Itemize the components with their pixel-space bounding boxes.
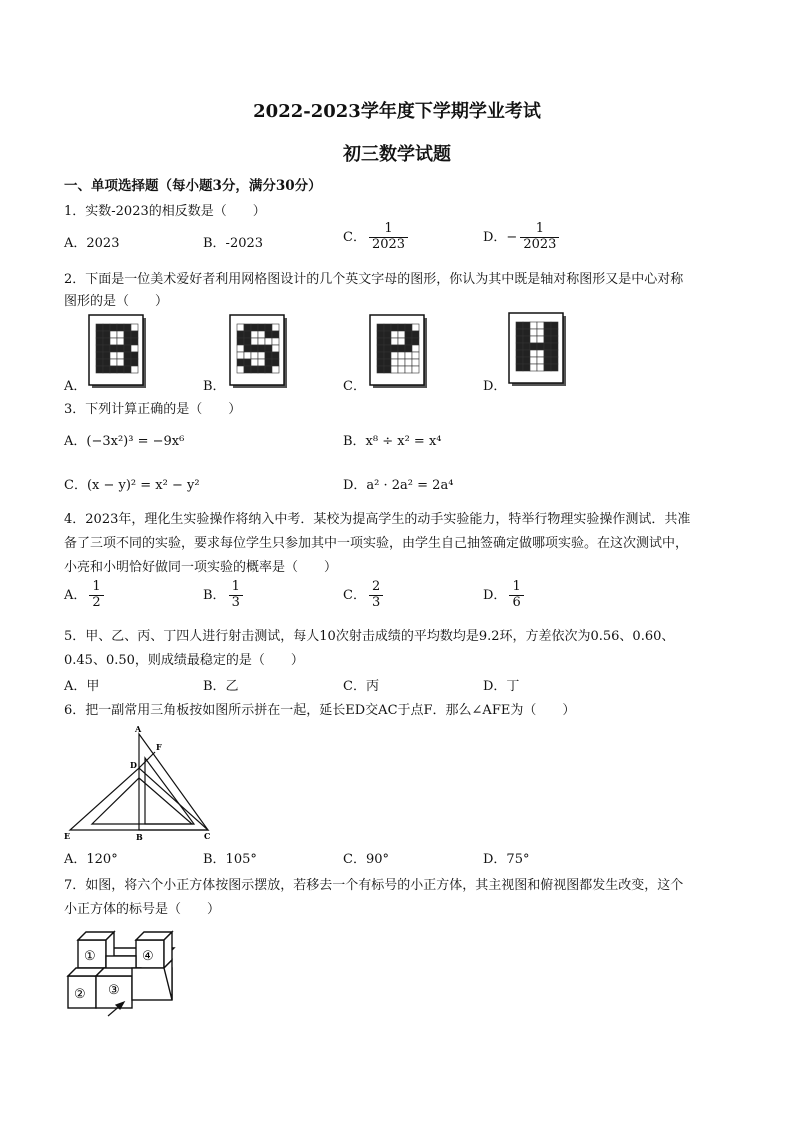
grid-cell-empty: [258, 359, 265, 366]
grid-cell-filled: [265, 324, 272, 331]
exam-title: 2022-2023学年度下学期学业考试: [253, 101, 541, 122]
point-d-label: D: [130, 760, 137, 770]
grid-cell-filled: [377, 352, 384, 359]
grid-cell-filled: [103, 366, 110, 373]
grid-cell-filled: [544, 336, 551, 343]
question-1-stem: 1．实数-2023的相反数是（ ）: [64, 204, 266, 219]
fraction-numerator: 1: [231, 579, 240, 594]
grid-cell-filled: [523, 357, 530, 364]
q1-option-d-fraction: [520, 222, 559, 253]
grid-cell-empty: [272, 345, 279, 352]
letter-grid-h: [508, 312, 568, 388]
grid-cell-empty: [537, 336, 544, 343]
question-4-stem-line2: 备了三项不同的实验，要求每位学生只参加其中一项实验，由学生自己抽签确定做哪项实验。在这次测试中，: [64, 536, 689, 551]
grid-cell-filled: [544, 357, 551, 364]
grid-cell-empty: [530, 364, 537, 371]
cube-label-1: ①: [84, 949, 96, 964]
q3-option-b: B．x⁸ ÷ x² = x⁴: [343, 434, 442, 449]
q4-option-a-label: A．: [64, 587, 87, 603]
grid-cell-filled: [96, 338, 103, 345]
grid-cell-empty: [398, 359, 405, 366]
grid-cell-filled: [124, 338, 131, 345]
grid-cell-filled: [244, 324, 251, 331]
grid-cell-filled: [110, 366, 117, 373]
grid-cell-empty: [398, 366, 405, 373]
grid-cell-empty: [412, 352, 419, 359]
grid-cell-empty: [258, 338, 265, 345]
grid-cell-filled: [537, 343, 544, 350]
grid-cell-filled: [530, 343, 537, 350]
grid-cell-filled: [377, 366, 384, 373]
grid-cell-empty: [237, 345, 244, 352]
grid-cell-empty: [398, 331, 405, 338]
grid-cell-empty: [237, 366, 244, 373]
grid-cell-filled: [384, 338, 391, 345]
grid-cell-filled: [124, 352, 131, 359]
grid-cell-empty: [117, 352, 124, 359]
grid-cell-filled: [117, 366, 124, 373]
grid-cell-filled: [377, 345, 384, 352]
grid-cell-filled: [272, 352, 279, 359]
q1-option-c-label: C．: [343, 229, 366, 245]
grid-cell-filled: [124, 331, 131, 338]
grid-cell-filled: [405, 345, 412, 352]
grid-cell-filled: [244, 338, 251, 345]
grid-cell-filled: [377, 331, 384, 338]
grid-cell-filled: [384, 366, 391, 373]
grid-cell-empty: [391, 331, 398, 338]
q1-option-d: [483, 222, 559, 253]
grid-cell-empty: [530, 322, 537, 329]
grid-cell-filled: [523, 343, 530, 350]
grid-cell-filled: [103, 352, 110, 359]
grid-cell-filled: [377, 324, 384, 331]
grid-cell-filled: [523, 364, 530, 371]
grid-cell-empty: [131, 366, 138, 373]
grid-cell-filled: [398, 345, 405, 352]
grid-cell-filled: [523, 350, 530, 357]
grid-cell-filled: [384, 331, 391, 338]
q6-option-d: D．75°: [483, 852, 530, 867]
grid-cell-filled: [551, 343, 558, 350]
point-a-label: A: [135, 724, 142, 734]
grid-cell-filled: [103, 331, 110, 338]
grid-cell-filled: [124, 359, 131, 366]
q4-option-a-fraction: [89, 580, 103, 611]
q2-option-a-label: A．: [64, 379, 87, 394]
grid-cell-empty: [272, 366, 279, 373]
q4-option-c-label: C．: [343, 587, 366, 603]
question-7-stem-line2: 小正方体的标号是（ ）: [64, 902, 221, 917]
question-6-stem: 6．把一副常用三角板按如图所示拼在一起，延长ED交AC于点F．那么∠AFE为（ ）: [64, 703, 576, 718]
right-triangle-outline: [139, 734, 208, 830]
grid-cell-filled: [405, 331, 412, 338]
grid-cell-empty: [412, 359, 419, 366]
grid-cell-filled: [516, 364, 523, 371]
grid-cell-filled: [96, 366, 103, 373]
grid-cell-empty: [537, 329, 544, 336]
cube-label-4: ④: [142, 949, 154, 964]
grid-cell-empty: [265, 338, 272, 345]
grid-cell-filled: [117, 345, 124, 352]
grid-cell-empty: [537, 350, 544, 357]
grid-cell-filled: [244, 331, 251, 338]
q4-option-d-fraction: [509, 580, 523, 611]
triangle-set-figure: [60, 720, 220, 842]
grid-cell-filled: [265, 366, 272, 373]
grid-cell-filled: [131, 338, 138, 345]
q5-option-a: A．甲: [64, 679, 100, 694]
grid-cell-empty: [117, 359, 124, 366]
grid-cell-empty: [110, 359, 117, 366]
grid-cell-filled: [96, 331, 103, 338]
grid-cell-filled: [384, 324, 391, 331]
q6-option-a: A．120°: [64, 852, 118, 867]
grid-cell-filled: [516, 336, 523, 343]
grid-cell-filled: [96, 345, 103, 352]
q4-option-c: [343, 580, 383, 611]
grid-cell-filled: [258, 366, 265, 373]
grid-cell-filled: [103, 338, 110, 345]
grid-cell-filled: [544, 350, 551, 357]
fraction-numerator: 1: [512, 579, 521, 594]
grid-cell-filled: [523, 336, 530, 343]
grid-cell-filled: [516, 350, 523, 357]
grid-cell-filled: [384, 359, 391, 366]
q6-option-c: C．90°: [343, 852, 389, 867]
grid-cell-filled: [551, 357, 558, 364]
q5-option-b: B．乙: [203, 679, 239, 694]
grid-cell-empty: [412, 324, 419, 331]
section-header: 一、单项选择题（每小题3分，满分30分）: [64, 178, 322, 194]
grid-cell-filled: [131, 359, 138, 366]
grid-cell-filled: [551, 329, 558, 336]
grid-cell-empty: [530, 350, 537, 357]
grid-cell-filled: [103, 359, 110, 366]
grid-cell-filled: [265, 352, 272, 359]
grid-cell-empty: [258, 331, 265, 338]
grid-cell-filled: [391, 324, 398, 331]
grid-cell-filled: [237, 359, 244, 366]
grid-cell-filled: [544, 329, 551, 336]
question-5-stem-line2: 0.45、0.50，则成绩最稳定的是（ ）: [64, 653, 304, 668]
grid-cell-filled: [412, 338, 419, 345]
q4-option-a: [64, 580, 104, 611]
grid-cell-filled: [244, 359, 251, 366]
fraction-numerator: 1: [535, 221, 545, 236]
letter-grid-s: [229, 314, 289, 390]
grid-cell-filled: [523, 322, 530, 329]
grid-cell-filled: [544, 322, 551, 329]
grid-cell-filled: [272, 331, 279, 338]
grid-cell-filled: [412, 331, 419, 338]
grid-cell-filled: [551, 364, 558, 371]
grid-cell-empty: [537, 357, 544, 364]
grid-cell-filled: [251, 324, 258, 331]
q1-option-d-label: D．−: [483, 229, 518, 245]
grid-cell-filled: [551, 336, 558, 343]
grid-cell-filled: [398, 324, 405, 331]
grid-cell-empty: [110, 331, 117, 338]
question-3-stem: 3．下列计算正确的是（ ）: [64, 402, 242, 417]
fraction-denominator: 6: [509, 595, 523, 611]
grid-cell-filled: [258, 324, 265, 331]
cube-stack-figure: [64, 926, 182, 1018]
grid-cell-filled: [391, 345, 398, 352]
right-triangle-inner: [145, 758, 194, 824]
grid-cell-empty: [251, 331, 258, 338]
grid-cell-empty: [251, 338, 258, 345]
grid-cell-filled: [244, 366, 251, 373]
grid-cell-empty: [272, 324, 279, 331]
grid-cell-filled: [551, 350, 558, 357]
grid-cell-empty: [258, 352, 265, 359]
fraction-denominator: 2023: [520, 237, 559, 253]
question-5-stem-line1: 5．甲、乙、丙、丁四人进行射击测试，每人10次射击成绩的平均数均是9.2环，方差依次为0.56、0.60、: [64, 629, 675, 644]
q4-option-d: [483, 580, 524, 611]
grid-cell-filled: [103, 345, 110, 352]
grid-cell-filled: [405, 338, 412, 345]
q4-option-c-fraction: [369, 580, 383, 611]
point-c-label: C: [204, 831, 211, 841]
q1-option-c-fraction: [369, 222, 408, 253]
grid-cell-empty: [530, 357, 537, 364]
grid-cell-filled: [544, 364, 551, 371]
fraction-denominator: 3: [229, 595, 243, 611]
question-7-stem-line1: 7．如图，将六个小正方体按图示摆放，若移去一个有标号的小正方体，其主视图和俯视图都发生改变，这个: [64, 878, 684, 893]
point-e-label: E: [64, 831, 71, 841]
grid-cell-filled: [124, 324, 131, 331]
grid-cell-empty: [405, 352, 412, 359]
q3-option-c: C．(x − y)² = x² − y²: [64, 478, 200, 493]
grid-cell-empty: [405, 366, 412, 373]
grid-cell-filled: [377, 338, 384, 345]
grid-cell-filled: [384, 352, 391, 359]
grid-cell-filled: [265, 359, 272, 366]
grid-cell-empty: [391, 359, 398, 366]
grid-cell-empty: [131, 324, 138, 331]
q1-option-a: A．2023: [64, 236, 120, 251]
grid-cell-filled: [237, 338, 244, 345]
fraction-numerator: 1: [384, 221, 393, 236]
fraction-denominator: 2023: [369, 237, 408, 253]
grid-cell-filled: [244, 345, 251, 352]
fraction-numerator: 1: [92, 579, 101, 594]
grid-cell-filled: [251, 345, 258, 352]
q4-option-b: [203, 580, 243, 611]
grid-cell-filled: [96, 324, 103, 331]
q5-option-d: D．丁: [483, 679, 520, 694]
grid-cell-filled: [117, 324, 124, 331]
grid-cell-empty: [251, 359, 258, 366]
q4-option-b-label: B．: [203, 587, 226, 603]
grid-cell-filled: [96, 352, 103, 359]
grid-cell-filled: [96, 359, 103, 366]
grid-cell-empty: [412, 366, 419, 373]
grid-cell-empty: [412, 345, 419, 352]
q4-option-b-fraction: [229, 580, 243, 611]
fraction-denominator: 3: [369, 595, 383, 611]
grid-cell-filled: [544, 343, 551, 350]
q3-option-a: A．(−3x²)³ = −9x⁶: [64, 434, 185, 449]
grid-cell-empty: [237, 352, 244, 359]
grid-cell-empty: [398, 352, 405, 359]
grid-cell-empty: [237, 324, 244, 331]
grid-cell-filled: [516, 329, 523, 336]
exam-subtitle: 初三数学试题: [343, 144, 451, 165]
grid-cell-filled: [110, 345, 117, 352]
letter-grid-p: [369, 314, 429, 390]
grid-cell-filled: [110, 324, 117, 331]
grid-cell-empty: [530, 336, 537, 343]
q1-option-c: [343, 222, 408, 253]
question-2-stem-line1: 2．下面是一位美术爱好者利用网格图设计的几个英文字母的图形，你认为其中既是轴对称图形又是中心对称: [64, 272, 684, 287]
grid-cell-filled: [258, 345, 265, 352]
grid-cell-empty: [272, 338, 279, 345]
grid-cell-empty: [117, 338, 124, 345]
question-2-stem-line2: 图形的是（ ）: [64, 294, 169, 309]
grid-cell-empty: [117, 331, 124, 338]
grid-cell-filled: [124, 345, 131, 352]
grid-cell-empty: [391, 338, 398, 345]
q6-option-b: B．105°: [203, 852, 257, 867]
grid-cell-filled: [265, 345, 272, 352]
grid-cell-filled: [516, 357, 523, 364]
grid-cell-filled: [272, 359, 279, 366]
grid-cell-filled: [405, 324, 412, 331]
grid-cell-filled: [124, 366, 131, 373]
cube-label-2: ②: [74, 987, 86, 1002]
q2-option-d-label: D．: [483, 379, 507, 394]
grid-cell-empty: [251, 352, 258, 359]
cube-label-3: ③: [108, 983, 120, 998]
grid-cell-filled: [384, 345, 391, 352]
grid-cell-empty: [110, 338, 117, 345]
grid-cell-empty: [537, 364, 544, 371]
extension-line-df: [139, 752, 155, 768]
grid-cell-filled: [251, 366, 258, 373]
grid-cell-empty: [537, 322, 544, 329]
grid-cell-filled: [377, 359, 384, 366]
grid-cell-empty: [244, 352, 251, 359]
fraction-denominator: 2: [89, 595, 103, 611]
fraction-numerator: 2: [371, 579, 381, 594]
grid-cell-filled: [516, 322, 523, 329]
grid-cell-empty: [131, 345, 138, 352]
point-b-label: B: [136, 832, 143, 842]
grid-cell-filled: [551, 322, 558, 329]
grid-cell-filled: [103, 324, 110, 331]
grid-cell-empty: [398, 338, 405, 345]
question-4-stem-line3: 小亮和小明恰好做同一项实验的概率是（ ）: [64, 560, 338, 575]
q3-option-d: D．a² · 2a² = 2a⁴: [343, 478, 454, 493]
point-f-label: F: [156, 742, 162, 752]
grid-cell-filled: [237, 331, 244, 338]
q4-option-d-label: D．: [483, 587, 507, 603]
grid-cell-filled: [131, 352, 138, 359]
grid-cell-filled: [131, 331, 138, 338]
q2-option-c-label: C．: [343, 379, 366, 394]
grid-cell-filled: [516, 343, 523, 350]
grid-cell-empty: [110, 352, 117, 359]
grid-cell-filled: [523, 329, 530, 336]
grid-cell-empty: [391, 366, 398, 373]
q5-option-c: C．丙: [343, 679, 379, 694]
question-4-stem-line1: 4．2023年，理化生实验操作将纳入中考．某校为提高学生的动手实验能力，特举行物理实验操作测试．共准: [64, 512, 691, 527]
grid-cell-empty: [405, 359, 412, 366]
grid-cell-empty: [391, 352, 398, 359]
q1-option-b: B．-2023: [203, 236, 264, 251]
letter-grid-b: [88, 314, 148, 390]
q2-option-b-label: B．: [203, 379, 226, 394]
grid-cell-empty: [530, 329, 537, 336]
grid-cell-filled: [265, 331, 272, 338]
